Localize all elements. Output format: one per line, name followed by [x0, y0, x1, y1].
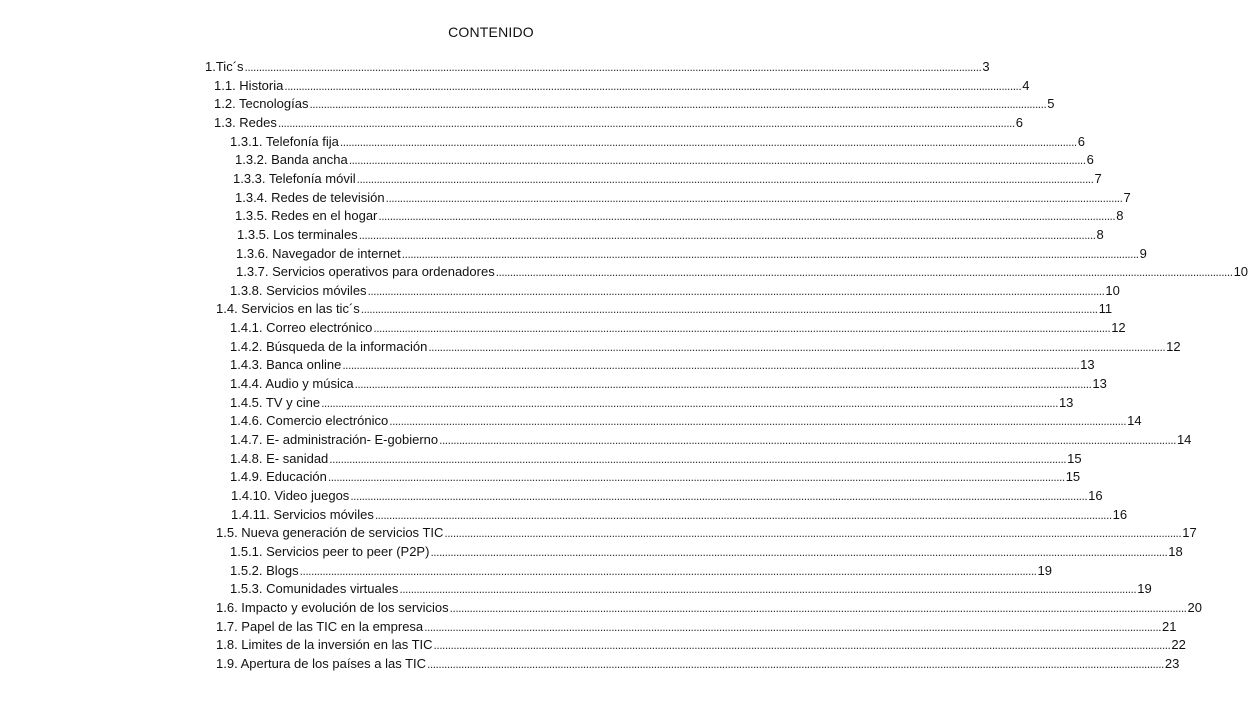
toc-entry	[230, 431, 1192, 449]
toc-entry-page-number: 18	[1168, 543, 1183, 559]
dot-leader: ....................................................................................................................................................................................................................................................................	[449, 600, 1187, 615]
dot-leader: ....................................................................................................................................................................................................................................................................	[444, 526, 1182, 541]
dot-leader: ....................................................................................................................................................................................................................................................................	[299, 563, 1037, 578]
dot-leader: ....................................................................................................................................................................................................................................................................	[378, 209, 1116, 224]
toc-entry-label: 1.3.6. Navegador de internet	[236, 245, 401, 261]
toc-entry-label: 1.4.4. Audio y música	[230, 376, 354, 392]
dot-leader: ....................................................................................................................................................................................................................................................................	[350, 488, 1088, 503]
toc-entry-page-number: 19	[1037, 562, 1052, 578]
toc-entry	[216, 636, 1186, 654]
toc-entry-label: 1.3. Redes	[214, 114, 277, 130]
toc-entry-label: 1.4.5. TV y cine	[230, 394, 321, 410]
toc-entry	[237, 226, 1104, 244]
toc-entry	[216, 599, 1202, 617]
toc-entry-page-number: 13	[1058, 394, 1074, 410]
toc-entry	[230, 543, 1183, 561]
toc-entry	[214, 77, 1030, 95]
toc-entry	[230, 338, 1181, 356]
toc-entry-label: 1.3.2. Banda ancha	[235, 152, 348, 168]
dot-leader: ....................................................................................................................................................................................................................................................................	[427, 656, 1164, 671]
dot-leader: ....................................................................................................................................................................................................................................................................	[348, 153, 1086, 168]
toc-entry-page-number: 10	[1233, 264, 1248, 280]
toc-entry-label: 1.3.8. Servicios móviles	[230, 282, 367, 298]
toc-entry-label: 1.7. Papel de las TIC en la empresa	[216, 618, 424, 634]
toc-entry	[230, 319, 1126, 337]
toc-entry	[230, 282, 1120, 300]
toc-entry-page-number: 9	[1139, 245, 1147, 261]
toc-entry-label: 1.8. Limites de la inversión en las TIC	[216, 637, 433, 653]
toc-entry	[235, 151, 1094, 169]
toc-entry-label: 1.9. Apertura de los países a las TIC	[216, 655, 427, 671]
toc-entry-page-number: 13	[1092, 376, 1107, 392]
toc-entry	[230, 133, 1085, 151]
toc-entry	[230, 580, 1152, 598]
toc-entry-page-number: 16	[1112, 506, 1128, 522]
toc-entry-label: 1.4.10. Video juegos	[231, 487, 350, 503]
toc-entry-page-number: 14	[1176, 432, 1192, 447]
dot-leader: ....................................................................................................................................................................................................................................................................	[321, 395, 1058, 410]
dot-leader: ....................................................................................................................................................................................................................................................................	[354, 377, 1092, 392]
toc-entry-label: 1.3.5. Redes en el hogar	[235, 208, 378, 224]
dot-leader: ....................................................................................................................................................................................................................................................................	[284, 78, 1022, 93]
dot-leader: ....................................................................................................................................................................................................................................................................	[339, 134, 1077, 149]
page-title: CONTENIDO	[448, 24, 534, 40]
toc-entry	[230, 468, 1081, 486]
toc-entry-page-number: 12	[1111, 320, 1126, 336]
toc-entry-label: 1.3.5. Los terminales	[237, 226, 358, 242]
dot-leader: ....................................................................................................................................................................................................................................................................	[430, 544, 1168, 559]
toc-entry	[230, 356, 1095, 374]
toc-entry-page-number: 6	[1015, 114, 1023, 130]
toc-entry	[231, 506, 1128, 524]
toc-entry	[231, 487, 1103, 505]
toc-entry-page-number: 7	[1123, 189, 1131, 205]
toc-entry-page-number: 4	[1022, 77, 1030, 93]
dot-leader: ....................................................................................................................................................................................................................................................................	[433, 638, 1171, 653]
dot-leader: ....................................................................................................................................................................................................................................................................	[439, 433, 1176, 447]
dot-leader: ....................................................................................................................................................................................................................................................................	[373, 321, 1111, 336]
toc-entry-page-number: 14	[1127, 413, 1142, 429]
toc-entry-page-number: 7	[1094, 170, 1102, 186]
toc-entry-label: 1.4.2. Búsqueda de la información	[230, 338, 428, 354]
toc-entry-label: 1.Tic´s	[205, 59, 244, 74]
toc-entry-page-number: 15	[1067, 450, 1082, 466]
dot-leader: ....................................................................................................................................................................................................................................................................	[424, 619, 1161, 634]
toc-entry-page-number: 3	[982, 59, 990, 74]
toc-entry-label: 1.5.1. Servicios peer to peer (P2P)	[230, 543, 430, 559]
toc-entry-label: 1.5.2. Blogs	[230, 562, 299, 578]
toc-entry-label: 1.4. Servicios en las tic´s	[216, 301, 360, 317]
dot-leader: ....................................................................................................................................................................................................................................................................	[327, 470, 1065, 485]
toc-entry-page-number: 10	[1105, 282, 1120, 298]
toc-entry	[230, 394, 1074, 412]
toc-entry	[216, 524, 1197, 542]
toc-entry-label: 1.4.8. E- sanidad	[230, 450, 329, 466]
dot-leader: ....................................................................................................................................................................................................................................................................	[385, 190, 1123, 205]
toc-entry-page-number: 8	[1096, 226, 1104, 242]
toc-entry-page-number: 11	[1098, 301, 1113, 317]
toc-entry-page-number: 19	[1137, 581, 1152, 597]
toc-entry-page-number: 16	[1088, 487, 1103, 503]
toc-entry-label: 1.4.11. Servicios móviles	[231, 506, 374, 522]
toc-entry-page-number: 17	[1182, 525, 1197, 541]
toc-entry-label: 1.4.3. Banca online	[230, 357, 342, 373]
toc-entry	[230, 562, 1052, 580]
toc-entry	[214, 95, 1055, 113]
dot-leader: ....................................................................................................................................................................................................................................................................	[277, 115, 1015, 130]
toc-entry-label: 1.3.3. Telefonía móvil	[233, 170, 356, 186]
dot-leader: ....................................................................................................................................................................................................................................................................	[389, 414, 1127, 429]
toc-entry	[216, 655, 1180, 673]
toc-entry-page-number: 21	[1162, 618, 1177, 634]
toc-entry-label: 1.5. Nueva generación de servicios TIC	[216, 525, 444, 541]
toc-entry-label: 1.4.9. Educación	[230, 469, 327, 485]
toc-entry	[230, 450, 1082, 468]
toc-entry	[236, 263, 1248, 281]
toc-entry	[236, 245, 1147, 263]
toc-entry-page-number: 8	[1116, 208, 1124, 224]
dot-leader: ....................................................................................................................................................................................................................................................................	[428, 339, 1166, 354]
toc-entry-label: 1.3.7. Servicios operativos para ordenadores	[236, 264, 495, 280]
toc-entry-label: 1.4.6. Comercio electrónico	[230, 413, 389, 429]
toc-entry-page-number: 5	[1047, 96, 1055, 112]
toc-entry-label: 1.4.7. E- administración- E-gobierno	[230, 432, 439, 447]
dot-leader: ....................................................................................................................................................................................................................................................................	[374, 507, 1112, 522]
toc-entry	[216, 300, 1113, 318]
toc-entry	[205, 58, 990, 76]
toc-entry-page-number: 6	[1077, 133, 1085, 149]
toc-entry	[216, 618, 1177, 636]
toc-entry-page-number: 22	[1171, 637, 1186, 653]
toc-entry-label: 1.1. Historia	[214, 77, 284, 93]
toc-entry	[235, 189, 1131, 207]
dot-leader: ....................................................................................................................................................................................................................................................................	[360, 302, 1098, 317]
dot-leader: ....................................................................................................................................................................................................................................................................	[356, 171, 1094, 186]
dot-leader: ....................................................................................................................................................................................................................................................................	[367, 283, 1105, 298]
toc-entry	[230, 375, 1107, 393]
toc-entry-page-number: 12	[1166, 338, 1181, 354]
toc-entry-page-number: 20	[1187, 599, 1202, 615]
dot-leader: ....................................................................................................................................................................................................................................................................	[495, 265, 1233, 280]
dot-leader: ....................................................................................................................................................................................................................................................................	[399, 582, 1137, 597]
toc-entry-page-number: 15	[1065, 469, 1081, 485]
toc-entry-page-number: 13	[1080, 357, 1095, 373]
toc-entry-label: 1.2. Tecnologías	[214, 96, 309, 112]
toc-entry-page-number: 23	[1164, 655, 1180, 671]
dot-leader: ....................................................................................................................................................................................................................................................................	[309, 97, 1047, 112]
dot-leader: ....................................................................................................................................................................................................................................................................	[244, 60, 982, 74]
toc-entry	[235, 207, 1124, 225]
toc-entry-label: 1.6. Impacto y evolución de los servicios	[216, 599, 449, 615]
dot-leader: ....................................................................................................................................................................................................................................................................	[358, 227, 1096, 242]
dot-leader: ....................................................................................................................................................................................................................................................................	[342, 358, 1080, 373]
dot-leader: ....................................................................................................................................................................................................................................................................	[329, 451, 1067, 466]
toc-entry-label: 1.4.1. Correo electrónico	[230, 320, 373, 336]
toc-entry	[230, 412, 1142, 430]
toc-entry	[233, 170, 1102, 188]
toc-entry	[214, 114, 1023, 132]
dot-leader: ....................................................................................................................................................................................................................................................................	[401, 246, 1139, 261]
toc-entry-label: 1.3.4. Redes de televisión	[235, 189, 385, 205]
toc-entry-label: 1.3.1. Telefonía fija	[230, 133, 339, 149]
toc-entry-page-number: 6	[1086, 152, 1094, 168]
toc-entry-label: 1.5.3. Comunidades virtuales	[230, 581, 399, 597]
